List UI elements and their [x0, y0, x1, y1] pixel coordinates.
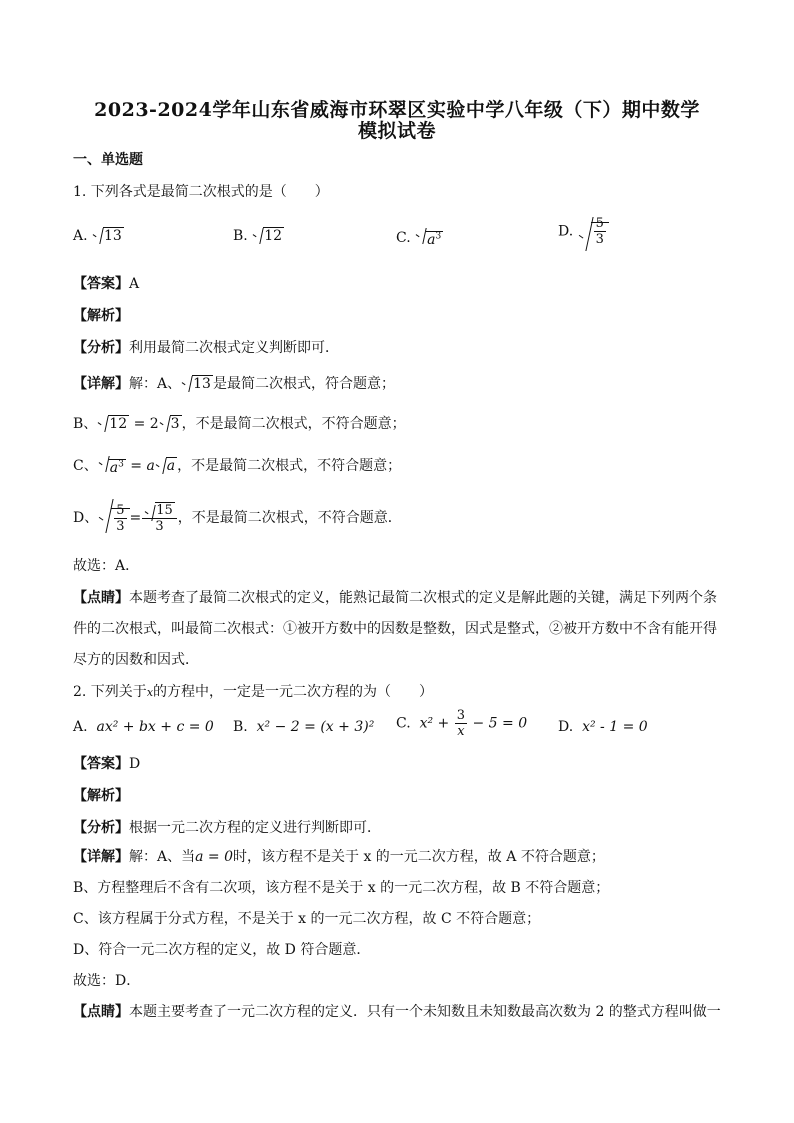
q1-choose: 故选：A．: [73, 558, 140, 574]
sqrt-symbol: 15: [144, 503, 175, 518]
q1-xiangjie-b: B、 12 = 2 3 ，不是最简二次根式，不符合题意；: [73, 416, 406, 432]
q2-choose: 故选：D．: [73, 973, 141, 989]
q2-analysis-tag: 【解析】: [73, 788, 129, 804]
q2-stem: 2. 下列关于x的方程中，一定是一元二次方程的为（ ）: [73, 684, 434, 700]
q1-option-a: A. 13: [73, 228, 122, 244]
sqrt-symbol: a: [155, 456, 177, 476]
q2-xiangjie-a: 【详解】解：A、当a = 0时，该方程不是关于 x 的一元二次方程，故 A 不符合题意；: [73, 849, 605, 865]
q2-answer: 【答案】D: [73, 756, 141, 772]
q1-option-c: C. $a^3$: [396, 226, 443, 250]
sqrt-symbol: $a^3$: [415, 226, 443, 250]
section-heading: 一、单选题: [73, 152, 143, 168]
sqrt-symbol: $\frac{5}{3}$: [98, 498, 129, 538]
sqrt-symbol: 12: [97, 414, 129, 434]
q2-xiangjie-c: C、该方程属于分式方程，不是关于 x 的一元二次方程，故 C 不符合题意；: [73, 911, 541, 927]
q1-dianjing-1: 【点睛】本题考查了最简二次根式的定义，能熟记最简二次根式的定义是解此题的关键，满足下列两个条: [73, 590, 717, 606]
q2-xiangjie-d: D、符合一元二次方程的定义，故 D 符合题意．: [73, 942, 371, 958]
q1-xiangjie-d: D、 $\frac{5}{3}$ = $\frac{15}{3}$ ，不是最简二次根式，不符合题意．: [73, 498, 402, 538]
q2-xiangjie-b: B、方程整理后不含有二次项，该方程不是关于 x 的一元二次方程，故 B 不符合题意；: [73, 880, 610, 896]
q1-option-d: D. $\frac{5}{3}$: [558, 216, 609, 247]
q1-xiangjie-a: 【详解】解：A、 13 是最简二次根式，符合题意；: [73, 376, 395, 392]
q2-dianjing-1: 【点睛】本题主要考查了一元二次方程的定义．只有一个未知数且未知数最高次数为 2 的整式方程叫做一: [73, 1004, 721, 1020]
sqrt-symbol: 13: [181, 374, 213, 394]
q1-analysis-tag: 【解析】: [73, 308, 129, 324]
q2-option-d: D. x² - 1 = 0: [558, 719, 648, 735]
q2-option-c: C. x² + $\frac{3}{x}$ − 5 = 0: [396, 708, 528, 739]
q1-dianjing-3: 尽方的因数和因式．: [73, 652, 199, 668]
sqrt-symbol: 12: [252, 226, 284, 246]
q1-xiangjie-c: C、 $a^3 = a$ a ，不是最简二次根式，不符合题意；: [73, 454, 401, 478]
sqrt-symbol: 3: [159, 414, 182, 434]
q1-answer: 【答案】A: [73, 276, 140, 292]
sqrt-symbol: 13: [92, 226, 124, 246]
document-title-line1: 2023-2024学年山东省威海市环翠区实验中学八年级（下）期中数学: [94, 99, 700, 121]
document-title-line2: 模拟试卷: [357, 120, 436, 142]
sqrt-symbol: $\frac{5}{3}$: [578, 216, 609, 247]
q1-dianjing-2: 件的二次根式，叫最简二次根式：①被开方数中的因数是整数，因式是整式，②被开方数中不含有能开得: [73, 621, 717, 637]
q1-stem: 1. 下列各式是最简二次根式的是（ ）: [73, 184, 329, 200]
q1-option-b: B. 12: [233, 228, 283, 244]
q1-fenxi: 【分析】利用最简二次根式定义判断即可．: [73, 340, 339, 356]
q2-option-b: B. x² − 2 = (x + 3)²: [233, 719, 375, 735]
sqrt-symbol: $a^3$: [98, 454, 126, 478]
q2-fenxi: 【分析】根据一元二次方程的定义进行判断即可．: [73, 820, 381, 836]
q2-option-a: A. ax² + bx + c = 0: [73, 719, 214, 735]
